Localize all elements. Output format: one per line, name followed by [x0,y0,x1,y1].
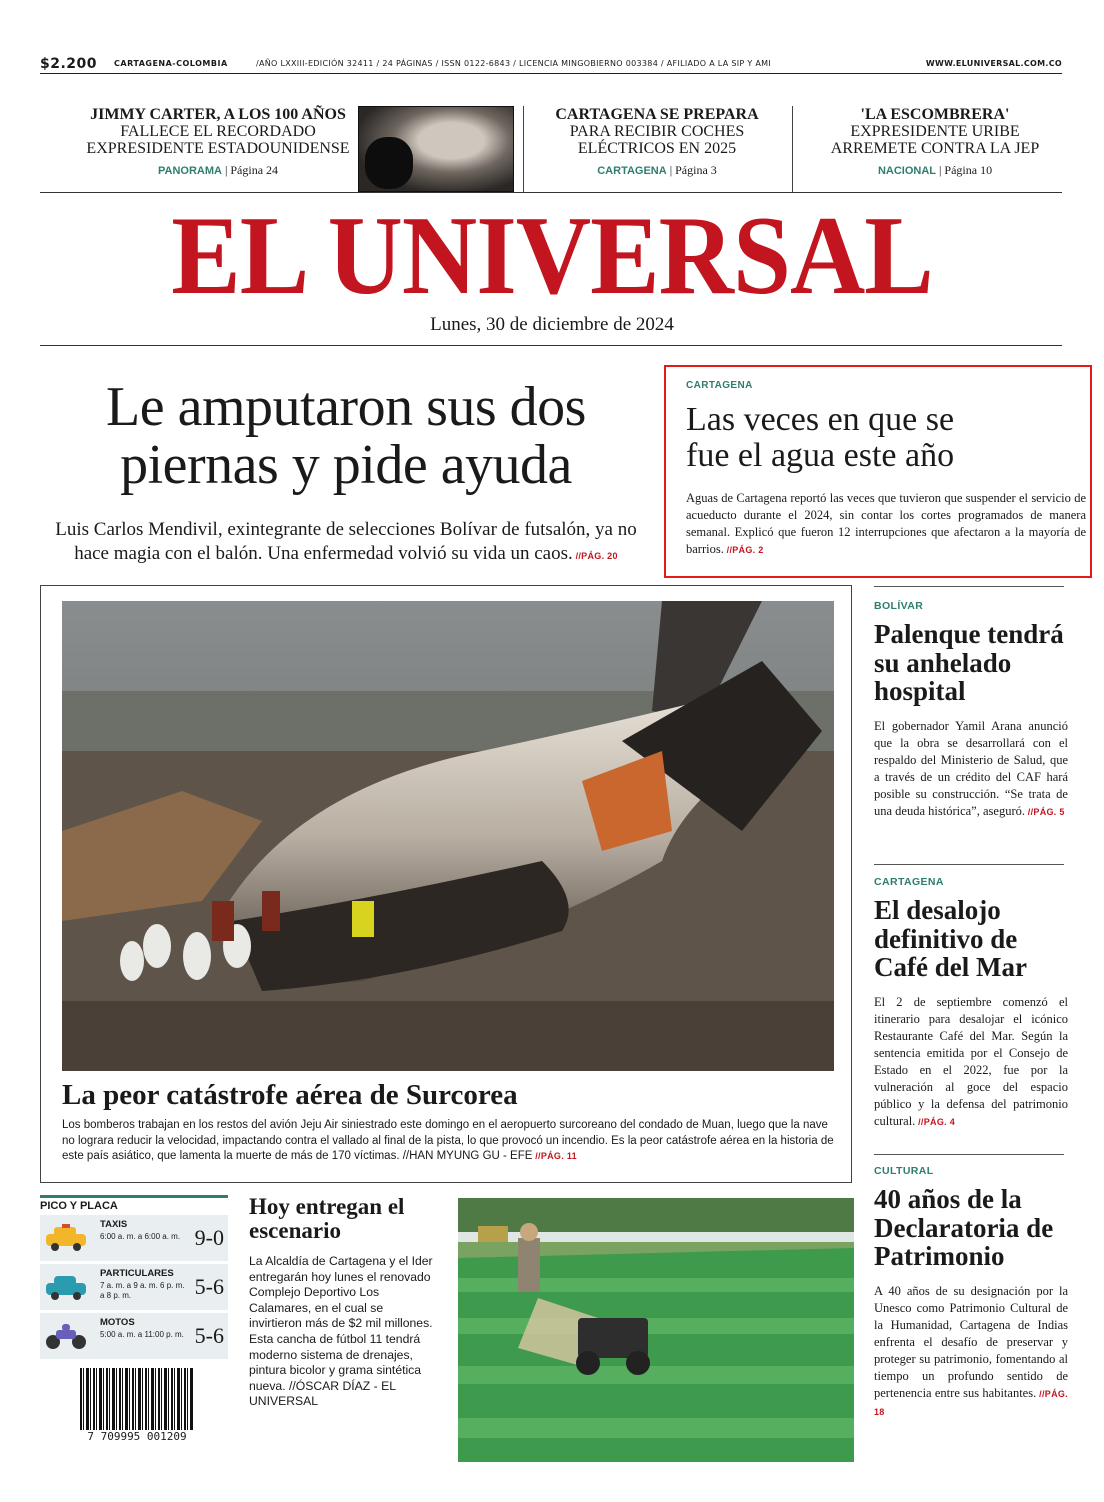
photo-credit: //HAN MYUNG GU - EFE [399,1150,533,1162]
teaser-page-ref: NACIONAL | Página 10 [877,163,993,177]
plane-wreck-image [62,601,834,1071]
photo-credit: //ÓSCAR DÍAZ - EL UNIVERSAL [249,1378,396,1409]
page-ref: //PÁG. 18 [874,1388,1068,1417]
taxi-icon [44,1224,88,1252]
pyp-row-particulares [40,1264,228,1310]
story-headline: Las veces en que se fue el agua este año [686,401,955,474]
plane-crash-photo [62,601,834,1071]
price: $2.200 [40,56,98,72]
field-image [458,1198,854,1462]
divider [792,106,793,192]
story-headline: Palenque tendrá su anhelado hospital [874,619,1064,706]
section-kicker: CARTAGENA [686,380,753,391]
pyp-label: MOTOS [100,1317,135,1328]
pyp-hours: 6:00 a. m. a 6:00 a. m. [100,1232,181,1241]
teaser-carter[interactable] [70,106,366,178]
microphone-shape [365,137,413,189]
photo-story-headline[interactable]: La peor catástrofe aérea de Surcorea [62,1079,518,1111]
divider [40,345,1062,346]
barcode-bars [80,1368,194,1430]
carter-photo [358,106,514,192]
story-body: El gobernador Yamil Arana anunció que la obra se desarrollará con el respaldo del Ministerio de Salud, que a través de un crédito del CAF hará posible su construcción. “Se trata de una deuda histórica”, aseguró. //PÁG. 5 [874,718,1068,818]
story-palenque-hospital[interactable] [874,600,1068,821]
section-kicker: CULTURAL [874,1165,934,1177]
story-headline: El desalojo definitivo de Café del Mar [874,895,1027,982]
lead-headline[interactable]: Le amputaron sus dos piernas y pide ayuda [106,376,586,496]
pyp-row-motos [40,1313,228,1359]
divider [874,864,1064,865]
page-ref: //PÁG. 5 [1024,806,1065,817]
pyp-label: TAXIS [100,1219,128,1230]
teaser-headline: 'LA ESCOMBRERA' EXPRESIDENTE URIBE ARREMETE CONTRA LA JEP [830,106,1040,157]
teaser-page-ref: PANORAMA | Página 24 [157,163,279,177]
divider [874,1154,1064,1155]
teaser-escombrera[interactable] [806,106,1064,178]
teaser-headline: CARTAGENA SE PREPARA PARA RECIBIR COCHES ELÉCTRICOS EN 2025 [555,106,759,157]
barcode [80,1368,194,1446]
page-ref: //PÁG. 4 [915,1116,956,1127]
football-field-photo [458,1198,854,1462]
pico-y-placa-box [40,1195,228,1365]
teaser-headline: JIMMY CARTER, A LOS 100 AÑOS FALLECE EL RECORDADO EXPRESIDENTE ESTADOUNIDENSE [86,106,350,157]
story-body: A 40 años de su designación por la Unesco como Patrimonio Cultural de la Humanidad, Cartagena de Indias enfrenta el desafío de preservar y proteger su patrimonio, fomentando al tiempo un profundo sentido de pertenencia entre sus habitantes. //PÁG. 18 [874,1283,1068,1417]
pyp-label: PARTICULARES [100,1268,174,1279]
lead-deck: Luis Carlos Mendivil, exintegrante de selecciones Bolívar de futsalón, ya no hace magia con el balón. Una enfermedad volvió su vida un caos. //PÁG. 20 [55,519,637,564]
story-cafe-del-mar[interactable] [874,876,1068,1131]
page-ref: //PÁG. 20 [572,551,618,561]
teaser-page-ref: CARTAGENA | Página 3 [597,163,717,177]
pico-y-placa-title: PICO Y PLACA [40,1195,228,1213]
divider [40,192,1062,193]
field-story-body: La Alcaldía de Cartagena y el Ider entregarán hoy lunes el renovado Complejo Deportivo Los Calamares, en el cual se invirtieron más de $2 mil millones. Esta cancha de fútbol 11 tendrá moderno sistema de drenajes, pintura bicolor y grama sintética nueva. //ÓSCAR DÍAZ - EL UNIVERSAL [249,1254,433,1409]
masthead-logo[interactable]: EL UNIVERSAL [171,194,933,318]
edition-info-bar [40,58,1062,74]
divider [523,106,524,192]
pyp-digits: 9-0 [194,1225,224,1250]
field-story-headline[interactable]: Hoy entregan el escenario [249,1194,405,1243]
water-outages-story[interactable] [664,365,1092,578]
pyp-row-taxis [40,1215,228,1261]
story-headline: 40 años de la Declaratoria de Patrimonio [874,1184,1054,1271]
divider [874,586,1064,587]
page-ref: //PÁG. 11 [532,1151,577,1161]
car-icon [44,1273,88,1301]
story-body: El 2 de septiembre comenzó el itinerario para desalojar el icónico Restaurante Café del Mar. Según la sentencia emitida por el Consejo de Estado en el 2022, fue por la vulneración al goce del espacio público y la defensa del patrimonio cultural. //PÁG. 4 [874,994,1068,1128]
teaser-electric-cars[interactable] [532,106,782,178]
motorbike-icon [44,1322,88,1350]
pyp-hours: 5:00 a. m. a 11:00 p. m. [100,1330,184,1339]
issue-date: Lunes, 30 de diciembre de 2024 [430,314,674,335]
barcode-number: 7 709995 001209 [87,1430,187,1443]
section-kicker: CARTAGENA [874,876,944,888]
section-kicker: BOLÍVAR [874,600,924,612]
edition-details: /AÑO LXXIII-EDICIÓN 32411 / 24 PÁGINAS / ISSN 0122-6843 / LICENCIA MINGOBIERNO 003384 / AFILIADO A LA SIP Y AMI [256,59,772,68]
pyp-digits: 5-6 [194,1323,224,1348]
page-ref: //PÁG. 2 [723,545,764,555]
story-patrimonio[interactable] [874,1165,1068,1421]
pyp-hours: 7 a. m. a 9 a. m. 6 p. m. a 8 p. m. [100,1281,185,1300]
website-link[interactable]: WWW.ELUNIVERSAL.COM.CO [925,59,1062,68]
pyp-digits: 5-6 [194,1274,224,1299]
photo-story-caption: Los bomberos trabajan en los restos del avión Jeju Air siniestrado este domingo en el aeropuerto surcoreano del condado de Muan, luego que la nave no lograra reducir la velocidad, impactando contra el vallado al final de la pista, lo que provocó un incendio. Es la peor catástrofe aérea en la historia de este país asiático, que lamenta la muerte de más de 170 víctimas. //HAN MYUNG GU - EFE //PÁG. 11 [62,1119,834,1162]
city-label: CARTAGENA-COLOMBIA [114,59,228,68]
story-body: Aguas de Cartagena reportó las veces que tuvieron que suspender el servicio de acueducto durante el 2024, sin contar los cortes programados de manera semanal. Explicó que fueron 12 interrupciones que afectaron a la mayoría de barrios. //PÁG. 2 [686,491,1086,556]
